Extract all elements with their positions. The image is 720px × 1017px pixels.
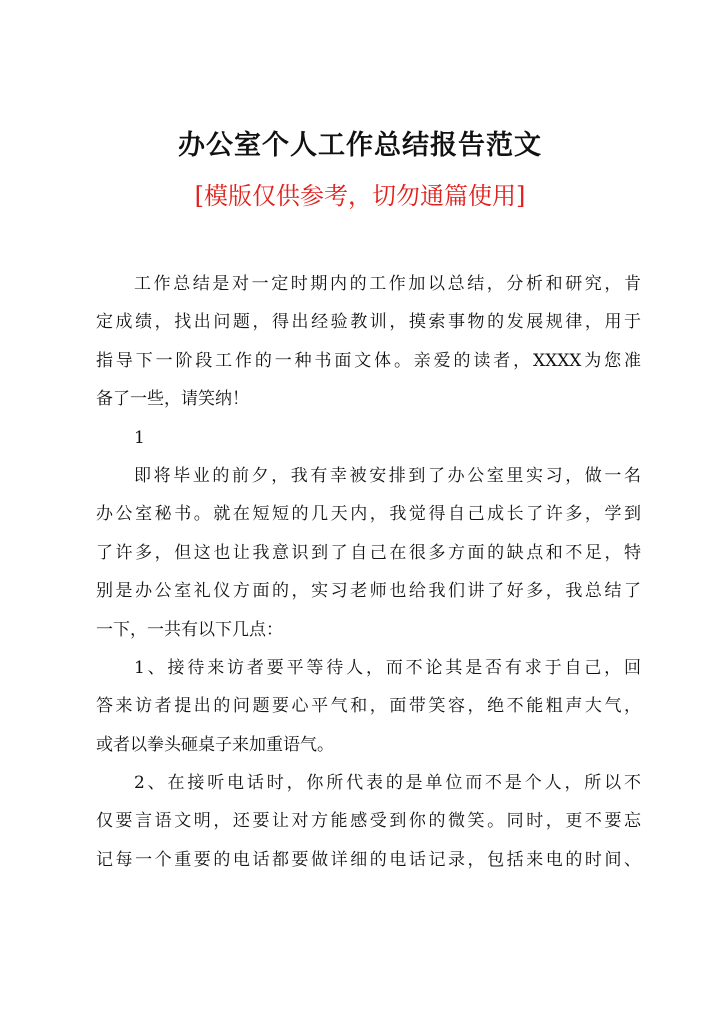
text-line: 记每一个重要的电话都要做详细的电话记录，包括来电的时间、 xyxy=(96,849,641,870)
text-line: 仅要言语文明，还要让对方能感受到你的微笑。同时，更不要忘 xyxy=(96,811,641,832)
text-line: 了许多，但这也让我意识到了自己在很多方面的缺点和不足，特 xyxy=(96,542,641,563)
text-line: 答来访者提出的问题要心平气和，面带笑容，绝不能粗声大气， xyxy=(96,696,641,717)
text-line: 或者以拳头砸桌子来加重语气。 xyxy=(96,734,334,755)
text-line: 1 xyxy=(134,427,145,448)
text-line: 工作总结是对一定时期内的工作加以总结，分析和研究，肯 xyxy=(134,274,641,294)
text-line: 2、在接听电话时，你所代表的是单位而不是个人，所以不 xyxy=(134,773,641,794)
template-notice: [模版仅供参考，切勿通篇使用] xyxy=(194,182,526,210)
text-line: 定成绩，找出问题，得出经验教训，摸索事物的发展规律，用于 xyxy=(96,312,641,333)
text-line: 即将毕业的前夕，我有幸被安排到了办公室里实习，做一名 xyxy=(134,465,641,486)
text-line: 备了一些，请笑纳！ xyxy=(96,389,249,410)
body-text xyxy=(96,265,641,879)
page-title: 办公室个人工作总结报告范文 xyxy=(178,130,542,161)
text-line: 一下，一共有以下几点： xyxy=(96,619,283,640)
text-line: 别是办公室礼仪方面的，实习老师也给我们讲了好多，我总结了 xyxy=(96,581,641,602)
text-line: 指导下一阶段工作的一种书面文体。亲爱的读者，XXXX为您准 xyxy=(96,350,641,371)
text-line: 办公室秘书。就在短短的几天内，我觉得自己成长了许多，学到 xyxy=(96,504,641,525)
text-line: 1、接待来访者要平等待人，而不论其是否有求于自己，回 xyxy=(134,657,641,678)
